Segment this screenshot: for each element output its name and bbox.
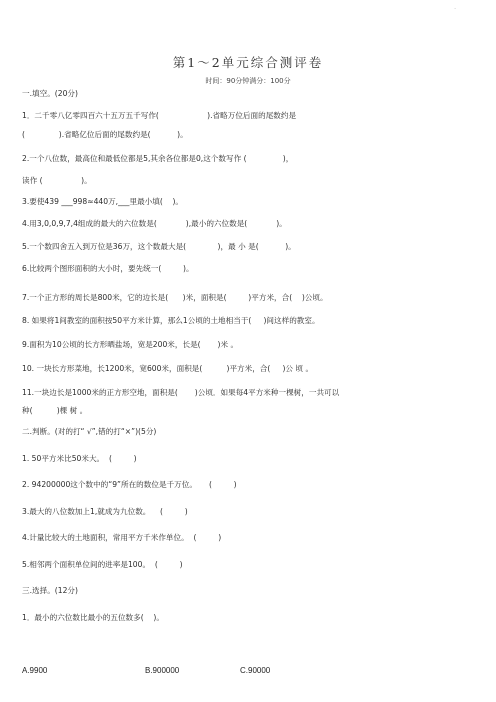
choice-1-option-b: B.900000 bbox=[145, 666, 180, 675]
question-1-line-1: 1．二千零八亿零四百六十五万五千写作( ).省略万位后面的尾数约是 bbox=[22, 111, 297, 120]
judge-5: 5.相邻两个面积单位间的进率是100。 ( ) bbox=[22, 560, 183, 569]
question-6: 6.比较两个图形面积的大小时，要先统一( )。 bbox=[22, 264, 194, 273]
judge-2: 2. 94200000这个数中的“9”所在的数位是千万位。 ( ) bbox=[22, 480, 237, 489]
question-3: 3.要使439 ___998≈440万,___里最小填( )。 bbox=[22, 197, 184, 206]
question-9: 9.面积为10公顷的长方形晒盐场，宽是200米，长是( )米 。 bbox=[22, 340, 239, 349]
question-11-line-2: 种( )棵 树 。 bbox=[22, 406, 88, 415]
question-5: 5.一个数四舍五入到万位是36万，这个数最大是( )，最 小 是( )。 bbox=[22, 242, 296, 251]
choice-1-option-c: C.90000 bbox=[240, 666, 271, 675]
question-2-line-2: 读作 ( )。 bbox=[22, 176, 92, 185]
exam-info: 时间：90分钟满分：100分 bbox=[205, 77, 291, 85]
choice-1: 1．最小的六位数比最小的五位数多( )。 bbox=[22, 613, 164, 622]
question-7: 7.一个正方形的周长是800米，它的边长是( )米，面积是( )平方米，合( )公顷。 bbox=[22, 293, 328, 302]
judge-3: 3.最大的八位数加上1,就成为九位数。 ( ) bbox=[22, 507, 188, 516]
page-title: 第1～2单元综合测评卷 bbox=[172, 55, 324, 70]
question-10: 10. 一块长方形菜地，长1200米，宽600米，面积是( )平方米，合( )公 顷 。 bbox=[22, 364, 314, 373]
question-2-line-1: 2.一个八位数，最高位和最低位都是5,其余各位都是0,这个数写作 ( )， bbox=[22, 154, 294, 163]
question-1-line-2: ( ).省略亿位后面的尾数约是( )。 bbox=[22, 130, 188, 139]
question-8: 8. 如果将1间教室的面积按50平方米计算，那么1公顷的土地相当于( )间这样的教室。 bbox=[22, 316, 320, 325]
judge-1: 1. 50平方米比50米大。 ( ) bbox=[22, 454, 137, 463]
section-header-fill-in: 一.填空。(20分) bbox=[22, 89, 78, 98]
question-11-line-1: 11.一块边长是1000米的正方形空地，面积是( )公顷．如果每4平方米种一棵树，一共可以 bbox=[22, 388, 340, 397]
judge-4: 4.计量比较大的土地面积，常用平方千米作单位。 ( ) bbox=[22, 533, 222, 542]
corner-mark: · bbox=[454, 6, 456, 13]
choice-1-option-a: A.9900 bbox=[22, 666, 48, 675]
section-header-choice: 三.选择。(12分) bbox=[22, 586, 78, 595]
question-4: 4.用3,0,0,9,7,4组成的最大的六位数是( ),最小的六位数是( )。 bbox=[22, 219, 287, 228]
section-header-judge: 二.判断。(对的打“ √”,错的打“×”)(5分) bbox=[22, 427, 157, 436]
